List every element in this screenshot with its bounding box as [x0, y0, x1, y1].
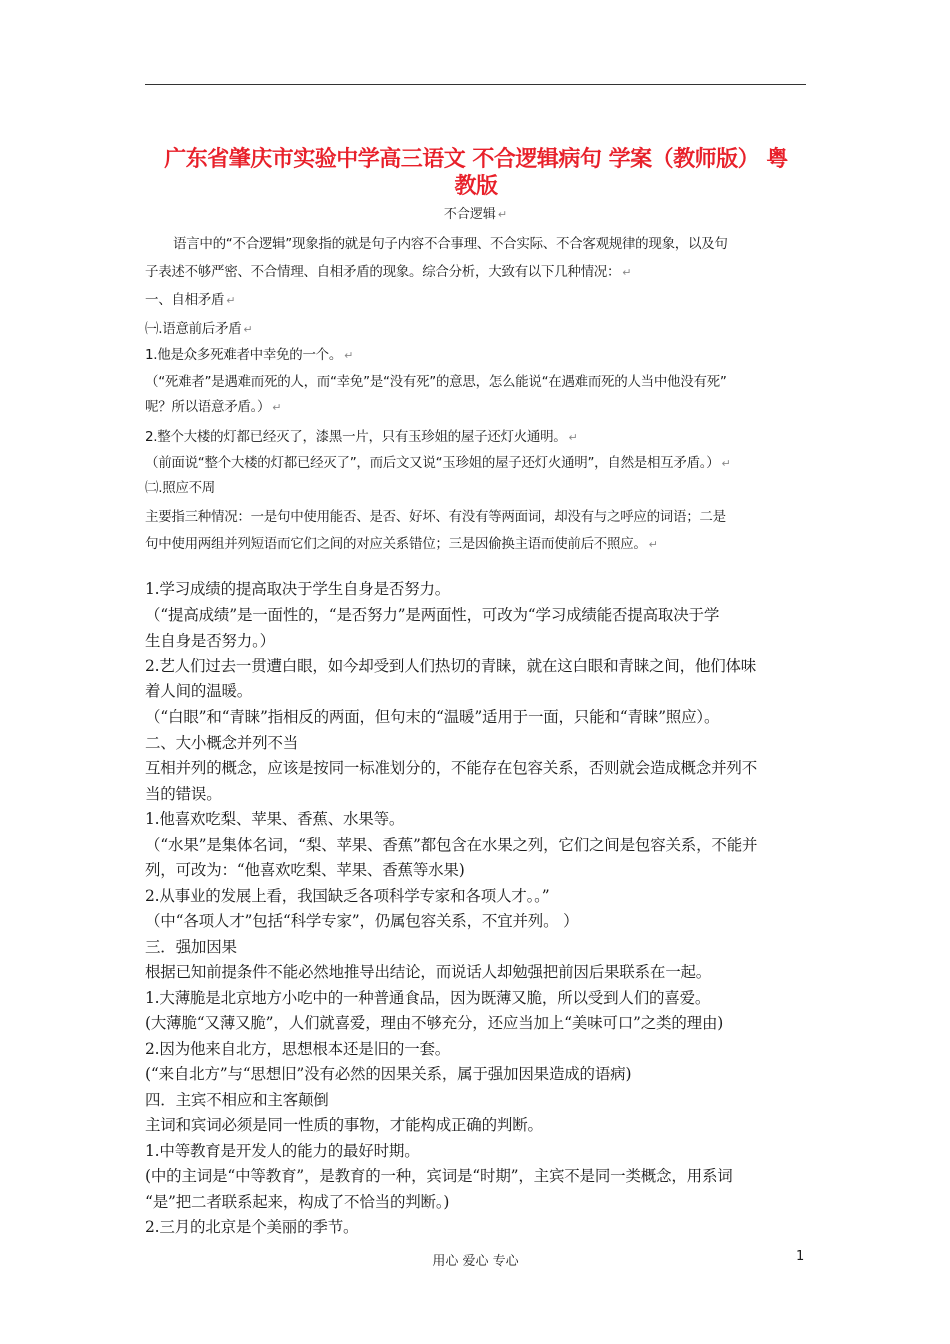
explanation-line: 列，可改为：“他喜欢吃梨、苹果、香蕉等水果) [145, 861, 465, 879]
body-line: 句中使用两组并列短语而它们之间的对应关系错位；三是因偷换主语而使前后不照应。 ↵ [145, 536, 658, 552]
explanation-line: “是”把二者联系起来，构成了不恰当的判断。) [145, 1193, 450, 1211]
section-heading: 四．主宾不相应和主客颠倒 [145, 1091, 329, 1109]
body-line: 当的错误。 [145, 785, 222, 803]
explanation-line: （“白眼”和“青睐”指相反的两面，但句末的“温暖”适用于一面，只能和“青睐”照应）。 [145, 708, 720, 726]
paragraph-mark-icon: ↵ [497, 208, 508, 221]
example-line: 2.三月的北京是个美丽的季节。 [145, 1218, 359, 1236]
section-heading: 二、大小概念并列不当 [145, 734, 299, 752]
explanation-line: （“死难者”是遇难而死的人，而“幸免”是“没有死”的意思，怎么能说“在遇难而死的人当中他没有死” [145, 374, 727, 390]
example-line: 1.学习成绩的提高取决于学生自身是否努力。 [145, 580, 451, 598]
example-line: 1.他是众多死难者中幸免的一个。 ↵ [145, 347, 354, 363]
explanation-line: (“来自北方”与“思想旧”没有必然的因果关系，属于强加因果造成的语病) [145, 1065, 632, 1083]
body-line: 子表述不够严密、不合情理、自相矛盾的现象。综合分析，大致有以下几种情况： ↵ [145, 264, 632, 280]
title-line-1: 广东省肇庆市实验中学高三语文 不合逻辑病句 学案（教师版） 粤 [164, 147, 788, 172]
explanation-line: （“水果”是集体名词，“梨、苹果、香蕉”都包含在水果之列，它们之间是包容关系，不能并 [145, 836, 758, 854]
body-line: 根据已知前提条件不能必然地推导出结论，而说话人却勉强把前因后果联系在一起。 [145, 963, 712, 981]
paragraph-mark-icon: ↵ [344, 349, 354, 362]
body-line: 主词和宾词必须是同一性质的事物，才能构成正确的判断。 [145, 1116, 543, 1134]
body-line: 语言中的“不合逻辑”现象指的就是句子内容不合事理、不合实际、不合客观规律的现象，以及句 [173, 236, 728, 252]
paragraph-mark-icon: ↵ [226, 294, 236, 307]
example-line: 2.整个大楼的灯都已经灭了，漆黑一片，只有玉珍姐的屋子还灯火通明。 ↵ [145, 429, 578, 445]
page-number: 1 [796, 1249, 805, 1264]
paragraph-mark-icon: ↵ [243, 323, 253, 336]
example-line: 2.艺人们过去一贯遭白眼，如今却受到人们热切的青睐，就在这白眼和青睐之间，他们体味 [145, 657, 757, 675]
paragraph-mark-icon: ↵ [648, 538, 658, 551]
body-line: 主要指三种情况：一是句中使用能否、是否、好坏、有没有等两面词，却没有与之呼应的词语；二是 [145, 509, 726, 525]
paragraph-mark-icon: ↵ [622, 266, 632, 279]
explanation-line: 生自身是否努力。） [145, 632, 275, 650]
example-line: 1.他喜欢吃梨、苹果、香蕉、水果等。 [145, 810, 405, 828]
example-line: 1.大薄脆是北京地方小吃中的一种普通食品，因为既薄又脆，所以受到人们的喜爱。 [145, 989, 711, 1007]
title-line-2: 教版 [454, 174, 498, 199]
explanation-line: (中的主词是“中等教育”，是教育的一种，宾词是“时期”，主宾不是同一类概念，用系词 [145, 1167, 733, 1185]
section-subtitle: 不合逻辑 ↵ [443, 207, 508, 222]
paragraph-mark-icon: ↵ [568, 431, 578, 444]
subsection-heading: ㈡.照应不周 [145, 480, 215, 496]
example-line: 着人间的温暖。 [145, 682, 253, 700]
explanation-line: （前面说“整个大楼的灯都已经灭了”，而后文又说“玉珍姐的屋子还灯火通明”，自然是相互矛盾。） ↵ [145, 455, 731, 471]
explanation-line: （“提高成绩”是一面性的，“是否努力”是两面性，可改为“学习成绩能否提高取决于学 [145, 606, 720, 624]
explanation-line: （中“各项人才”包括“科学专家”，仍属包容关系，不宜并列。 ） [145, 912, 579, 930]
explanation-line: (大薄脆“又薄又脆”，人们就喜爱，理由不够充分，还应当加上“美味可口”之类的理由) [145, 1014, 724, 1032]
section-heading: 一、自相矛盾 ↵ [145, 292, 236, 308]
section-heading: 三．强加因果 [145, 938, 237, 956]
example-line: 2.因为他来自北方，思想根本还是旧的一套。 [145, 1040, 451, 1058]
example-line: 1.中等教育是开发人的能力的最好时期。 [145, 1142, 420, 1160]
body-line: 互相并列的概念，应该是按同一标准划分的，不能存在包容关系，否则就会造成概念并列不 [145, 759, 758, 777]
paragraph-mark-icon: ↵ [721, 457, 731, 470]
document-title [138, 146, 814, 200]
explanation-line: 呢？所以语意矛盾。） ↵ [145, 399, 282, 415]
example-line: 2.从事业的发展上看，我国缺乏各项科学专家和各项人才。。” [145, 887, 550, 905]
subsection-heading: ㈠.语意前后矛盾 ↵ [145, 321, 253, 337]
header-rule [145, 84, 806, 85]
paragraph-mark-icon: ↵ [272, 401, 282, 414]
page-footer: 用心 爱心 专心 [432, 1254, 519, 1269]
